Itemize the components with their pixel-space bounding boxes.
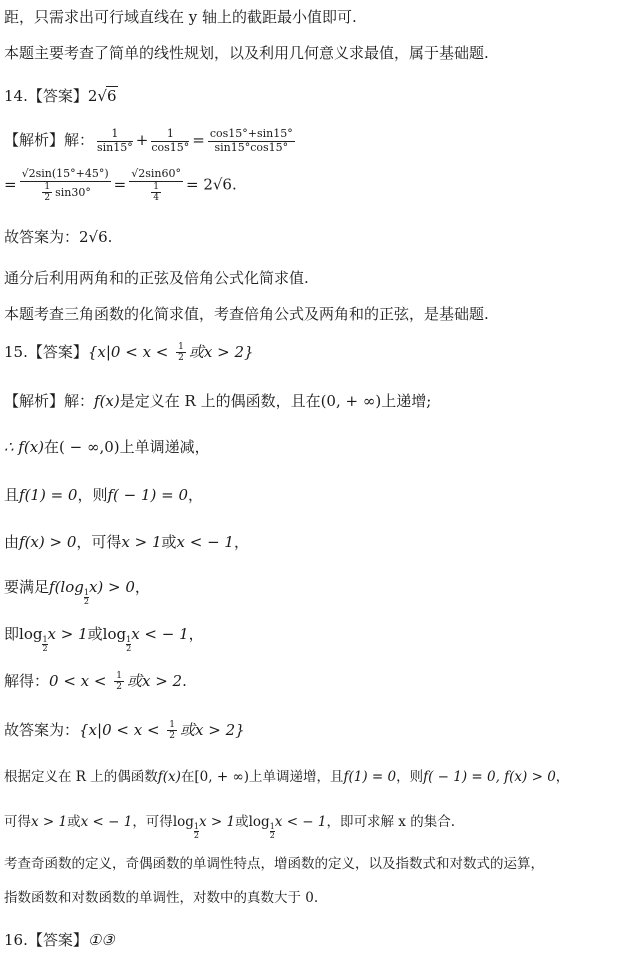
- solution-label: 【解析】解：: [4, 131, 95, 150]
- q15-solution-line: 且f(1) = 0，则f( − 1) = 0，: [4, 486, 204, 504]
- q15-analysis-line: 可得x > 1或x < − 1，可得log $\frac{1}{2}$ x > 1或log $\frac{1}{2}$ x < − 1，即可求解 x 的集合.: [4, 814, 455, 840]
- text-line: 考查奇函数的定义，奇偶函数的单调性特点，增函数的定义，以及指数式和对数式的运算，: [4, 856, 544, 872]
- text-line: 通分后利用两角和的正弦及倍角公式化简求值.: [4, 269, 309, 287]
- q14-solution-line: = √2sin(15°+45°) $\frac{1}{2}$ sin30° = $\frac{√2\sin 60^\circ}{\frac{1}{4}}$ = 2√6.: [4, 167, 237, 203]
- q15-solution-line: 即log $\frac{1}{2}$ x > 1或log $\frac{1}{2}$ x < − 1，: [4, 625, 204, 653]
- q14-final: 故答案为：2√6.: [4, 228, 113, 246]
- answer-value: {x|0 < x < $\frac{1}{2}$ 或x > 2}: [87, 342, 254, 364]
- answer-label: 15.【答案】: [4, 342, 88, 361]
- answer-value: ①③: [87, 931, 115, 949]
- q15-analysis-line: 根据定义在 R 上的偶函数f(x)在[0, + ∞)上单调递增，且f(1) = 0，则f( − 1) = 0, f(x) > 0，: [4, 769, 570, 785]
- q15-solution-line: 要满足f(log $\frac{1}{2}$ x) > 0，: [4, 578, 150, 606]
- q14-answer: [4, 86, 634, 105]
- q15-solution-line: 由f(x) > 0，可得x > 1或x < − 1，: [4, 533, 249, 551]
- fraction: $\frac{√2\sin 60^\circ}{\frac{1}{4}}$: [131, 167, 181, 203]
- text-line: 本题考查三角函数的化简求值，考查倍角公式及两角和的正弦，是基础题.: [4, 305, 489, 323]
- q15-answer: [4, 342, 634, 364]
- q15-solution-line: 【解析】解：f(x)是定义在 R 上的偶函数，且在(0, + ∞)上递增;: [4, 392, 432, 410]
- answer-label: 16.【答案】: [4, 931, 88, 949]
- q14-solution-line: 【解析】解： $\frac{1}{\sin 15^\circ}$ + $\frac{1}{\cos 15^\circ}$ = $\frac{\cos 15^\circ+\sin 15^\circ}{\sin 15^\circ\cos 15^\circ}$: [4, 127, 293, 154]
- fraction: $\frac{1}{\sin 15^\circ}$: [97, 127, 133, 154]
- fraction: $\frac{1}{\cos 15^\circ}$: [151, 127, 190, 154]
- fraction: √2sin(15°+45°) $\frac{1}{2}$ sin30°: [21, 167, 109, 203]
- q16-answer: [4, 931, 634, 949]
- text-line: 距，只需求出可行域直线在 y 轴上的截距最小值即可.: [4, 8, 357, 26]
- q15-solution-line: 解得：0 < x < $\frac{1}{2}$ 或x > 2.: [4, 671, 187, 693]
- fraction: $\frac{\cos 15^\circ+\sin 15^\circ}{\sin 15^\circ\cos 15^\circ}$: [209, 127, 293, 154]
- q15-final: 故答案为：{x|0 < x < $\frac{1}{2}$ 或x > 2}: [4, 720, 245, 742]
- q15-solution-line: ∴ f(x)在( − ∞,0)上单调递减，: [4, 438, 210, 456]
- answer-label: 14.【答案】: [4, 87, 88, 105]
- text-line: 指数函数和对数函数的单调性，对数中的真数大于 0.: [4, 890, 319, 906]
- answer-value: 2√6: [87, 87, 117, 105]
- text-line: 本题主要考查了简单的线性规划，以及利用几何意义求最值，属于基础题.: [4, 44, 489, 62]
